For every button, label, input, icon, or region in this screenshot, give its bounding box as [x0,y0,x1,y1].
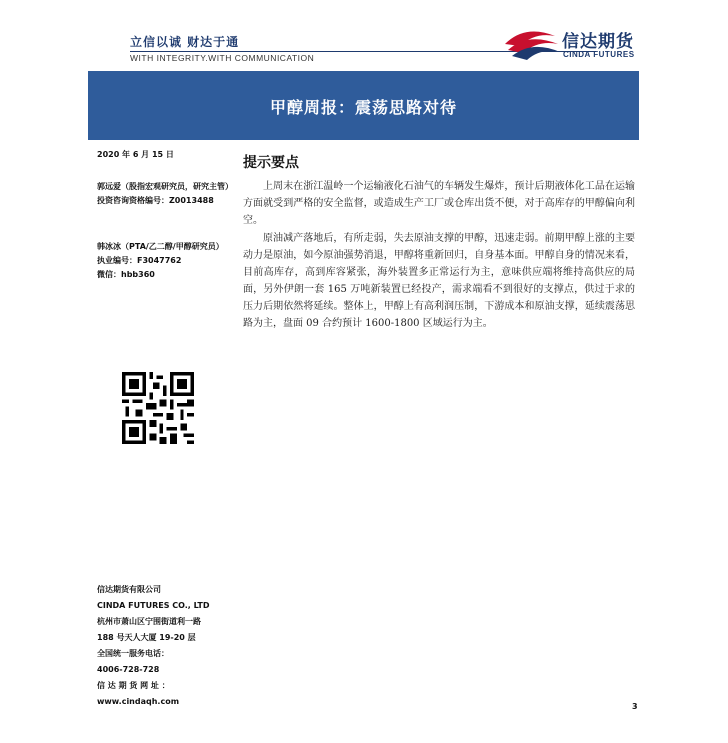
report-date: 2020 年 6 月 15 日 [97,150,174,159]
slogan-cn: 立信以诚 财达于通 [130,35,240,49]
slogan-en: WITH INTEGRITY.WITH COMMUNICATION [130,53,315,63]
title-banner [88,71,639,140]
analyst-1-license: 投资咨询资格编号：Z0013488 [97,196,214,205]
analyst-1 [97,180,232,208]
analyst-2-name: 韩冰冰（PTA/乙二醇/甲醇研究员） [97,242,224,251]
report-title: 甲醇周报：震荡思路对待 [269,98,457,117]
logo-text-cn: 信达期货 [562,32,634,52]
analyst-2-license: 执业编号：F3047762 [97,256,182,265]
analyst-2 [97,240,232,282]
header-left [130,33,239,50]
logo-text-en: CINDA FUTURES [563,50,635,59]
company-address-2: 188 号天人大厦 19-20 层 [97,633,196,642]
qr-code-icon [122,372,194,444]
analyst-1-name: 郭远爱（股指宏观研究员，研究主管） [97,182,233,191]
section-title: 提示要点 [243,155,299,171]
company-address-1: 杭州市萧山区宁围街道利一路 [97,617,201,626]
paragraph-1: 上周末在浙江温岭一个运输液化石油气的车辆发生爆炸，预计后期液体化工品在运输方面就受到严格的安全监督，或造成生产工厂或仓库出货不便，对于高库存的甲醇偏向利空。 [243,181,635,226]
company-name-en: CINDA FUTURES CO., LTD [97,601,210,610]
website-label: 信 达 期 货 网 址 ： [97,681,170,690]
hotline-number: 4006-728-728 [97,665,160,674]
website-link[interactable]: www.cindaqh.com [97,697,180,706]
analyst-2-wechat: 微信：hbb360 [97,270,155,279]
page-number: 3 [632,702,638,711]
company-name-cn: 信达期货有限公司 [97,585,161,594]
paragraph-2: 原油减产落地后，有所走弱，失去原油支撑的甲醇，迅速走弱。前期甲醇上涨的主要动力是原油，如今原油强势消退，甲醇将重新回归，自身基本面。甲醇自身的情况来看，目前高库存，高到库容紧张，海外装置多正常运行为主，意味供应端将维持高供应的局面，另外伊朗一套 165 万吨新装置已经投产，需求端看不到很好的支撑点，供过于求的压力后期依然将延续。整体上，甲醇上有高利润压制，下游成本和原油支撑，延续震荡思路为主，盘面 09 合约预计 1600-1800 区域运行为主。 [243,233,635,329]
company-info [97,582,247,710]
hotline-label: 全国统一服务电话： [97,649,169,658]
